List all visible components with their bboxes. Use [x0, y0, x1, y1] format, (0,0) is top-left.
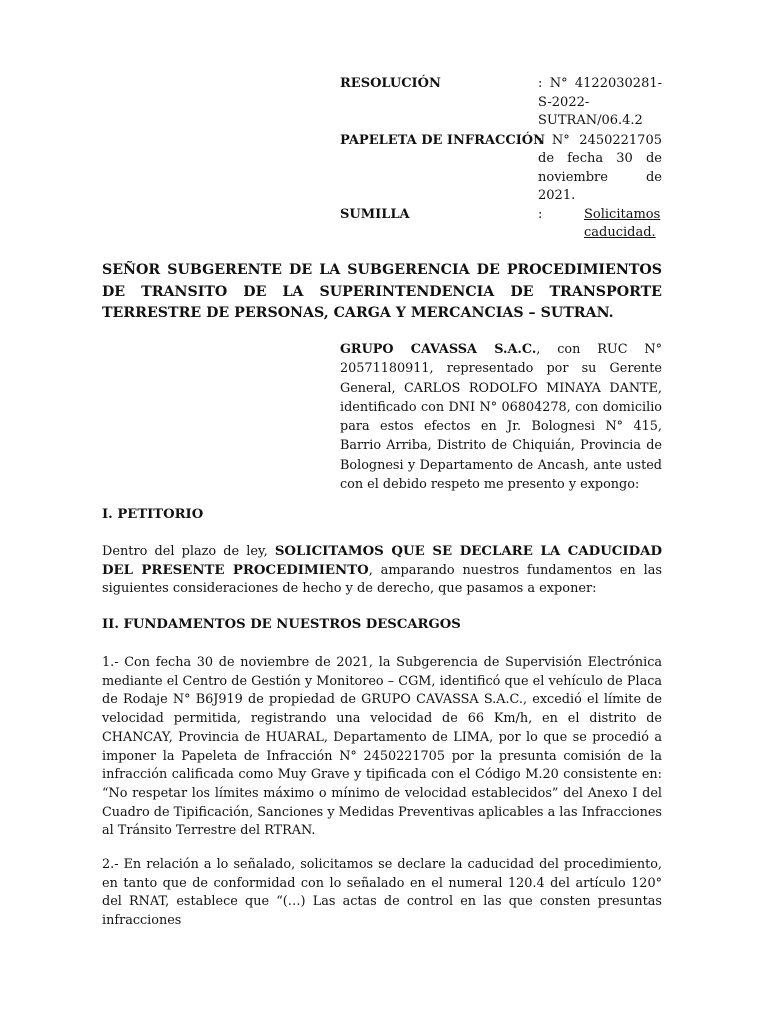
section-petitorio-title: I. PETITORIO [102, 507, 204, 522]
petitorio-bold: SOLICITAMOS QUE SE DECLARE LA CADUCIDAD DEL PRESENTE PROCEDIMIENTO [102, 544, 662, 578]
header-sumilla-row [340, 206, 662, 243]
sumilla-label: SUMILLA [340, 206, 410, 222]
section-fundamentos-title: II. FUNDAMENTOS DE NUESTROS DESCARGOS [102, 617, 461, 632]
petitorio-paragraph [102, 543, 662, 599]
fundamentos-paragraph-2: 2.- En relación a lo señalado, solicitamos se declare la caducidad del procedimiento, en tanto que de conformidad con lo señalado en el numeral 120.4 del artículo 120° del RNAT, establece que “(…) Las actas de control en las que consten presuntas infracciones [102, 857, 662, 929]
papeleta-label: PAPELETA DE INFRACCIÓN [340, 132, 545, 148]
document-header [340, 75, 662, 243]
sumilla-colon: : [538, 206, 543, 222]
header-resolucion-row [340, 75, 662, 131]
papeleta-value: : N° 2450221705 de fecha 30 de noviembre de 2021. [538, 132, 662, 203]
petitorio-pre: Dentro del plazo de ley, [102, 544, 275, 559]
header-papeleta-row [340, 132, 662, 206]
resolucion-label: RESOLUCIÓN [340, 76, 441, 91]
fundamentos-paragraph-1: 1.- Con fecha 30 de noviembre de 2021, la Subgerencia de Supervisión Electrónica mediante el Centro de Gestión y Monitoreo – CGM, identificó que el vehículo de Placa de Rodaje N° B6J919 de propiedad de GRUPO CAVASSA S.A.C., excedió el límite de velocidad permitida, registrando una velocidad de 66 Km/h, en el distrito de CHANCAY, Provincia de HUARAL, Departamento de LIMA, por lo que se procedió a imponer la Papeleta de Infracción N° 2450221705 por la presunta comisión de la infracción calificada como Muy Grave y tipificada con el Código M.20 consistente en: “No respetar los límites máximo o mínimo de velocidad establecidos” del Anexo I del Cuadro de Tipificación, Sanciones y Medidas Preventivas aplicables a las Infracciones al Tránsito Terrestre del RTRAN. [102, 655, 662, 839]
intro-paragraph [340, 340, 662, 494]
sumilla-value: Solicitamos caducidad. [584, 206, 661, 240]
resolucion-value: : N° 4122030281-S-2022-SUTRAN/06.4.2 [538, 76, 662, 128]
company-name: GRUPO CAVASSA S.A.C. [340, 342, 537, 357]
intro-text: , con RUC N° 20571180911, representado por su Gerente General, CARLOS RODOLFO MINAYA DANTE, identificado con DNI N° 06804278, con domicilio para estos efectos en Jr. Bolognesi N° 415, Barrio Arriba, Distrito de Chiquián, Provincia de Bolognesi y Departamento de Ancash, ante usted con el debido respeto me presento y expongo: [340, 342, 662, 493]
petitorio-post: , amparando nuestros fundamentos en las siguientes consideraciones de hecho y de derecho, que pasamos a exponer: [102, 562, 663, 597]
addressee-heading: SEÑOR SUBGERENTE DE LA SUBGERENCIA DE PROCEDIMIENTOS DE TRANSITO DE LA SUPERINTENDENCIA DE TRANSPORTE TERRESTRE DE PERSONAS, CARGA Y MERCANCIAS – SUTRAN. [102, 262, 662, 321]
sumilla-value-cell [538, 206, 662, 243]
